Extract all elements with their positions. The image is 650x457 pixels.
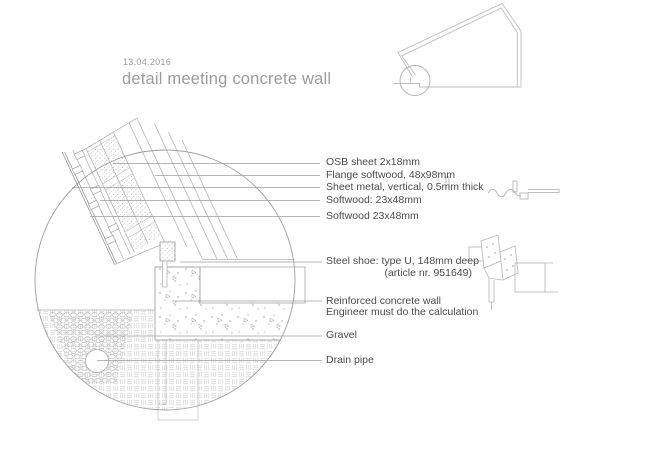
label-sheet-metal: Sheet metal, vertical, 0.5mm thick — [326, 180, 484, 193]
label-concrete-line2: Engineer must do the calculation — [326, 306, 479, 318]
label-steel-shoe — [326, 255, 479, 279]
label-softwood-battens-2: Softwood 23x48mm — [326, 209, 419, 222]
label-flange: Flange softwood, 48x98mm — [326, 168, 455, 181]
reinforced-concrete-foundation — [155, 267, 305, 340]
label-osb: OSB sheet 2x18mm — [326, 156, 420, 168]
label-steel-shoe-line2: (article nr. 951649) — [384, 266, 472, 279]
sheet-date: 13.04.2016 — [123, 57, 172, 67]
anchor-bolt — [163, 261, 168, 287]
label-concrete-line1: Reinforced concrete wall — [326, 294, 441, 307]
drain-pipe — [86, 350, 109, 373]
label-drain-pipe: Drain pipe — [326, 353, 374, 366]
label-gravel: Gravel — [326, 329, 357, 341]
steel-shoe-3d-sketch — [469, 235, 558, 310]
locator-circle — [400, 66, 430, 96]
floor-slab-recess — [200, 267, 305, 303]
wall-assembly — [62, 118, 237, 265]
house-section-thumbnail — [393, 4, 521, 96]
label-concrete — [326, 296, 478, 319]
label-softwood-battens: Softwood: 23x48mm — [326, 193, 422, 206]
label-steel-shoe-line1: Steel shoe: type U, 148mm deep — [326, 255, 479, 267]
sheet-title: detail meeting concrete wall — [122, 70, 332, 88]
